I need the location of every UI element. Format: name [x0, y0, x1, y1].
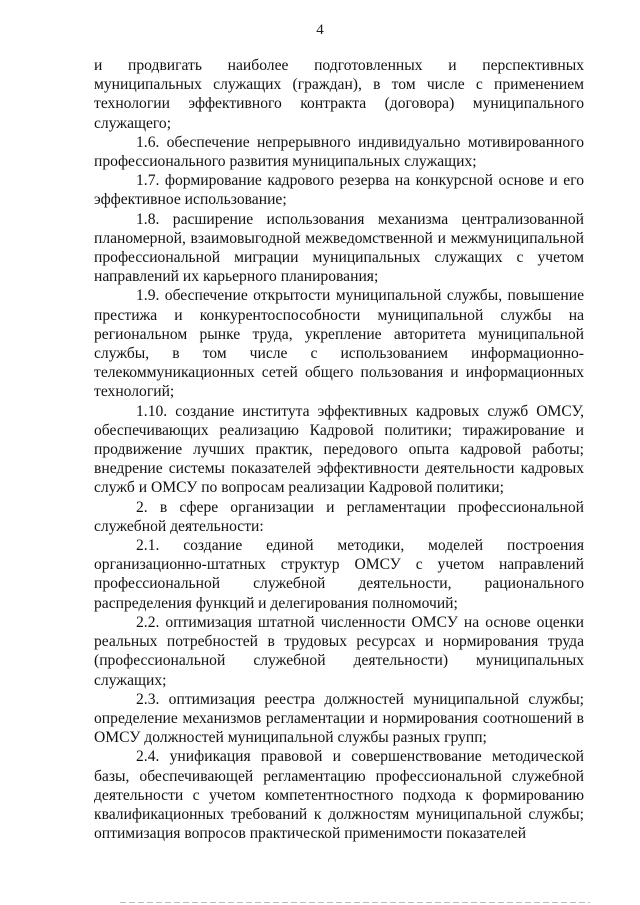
paragraph: 2.3. оптимизация реестра должностей муниципальной службы; определение механизмов регламентации и нормирования соотношений в ОМСУ должностей муниципальной службы разных групп;: [94, 690, 584, 747]
paragraph: 1.7. формирование кадрового резерва на конкурсной основе и его эффективное использование;: [94, 172, 584, 209]
paragraph: 2. в сфере организации и регламентации профессиональной служебной деятельности:: [94, 498, 584, 535]
paragraph: 2.1. создание единой методики, моделей построения организационно-штатных структур ОМСУ с учетом направлений профессиональной служебной деятельности, рационального распределения функций и делегирования полномочий;: [94, 537, 584, 612]
paragraph: 2.4. унификация правовой и совершенствование методической базы, обеспечивающей регламентацию профессиональной служебной деятельности с учетом компетентностного подхода к формированию квалификационных требований к должностям муниципальной службы; оптимизация вопросов практической применимости показателей: [94, 748, 584, 843]
page-number: 4: [316, 22, 324, 38]
paragraph: 1.8. расширение использования механизма централизованной планомерной, взаимовыгодной межведомственной и межмуниципальной профессиональной миграции муниципальных служащих с учетом направлений их карьерного планирования;: [94, 210, 584, 286]
document-body: [94, 56, 584, 843]
paragraph: 1.9. обеспечение открытости муниципальной службы, повышение престижа и конкурентоспособности муниципальной службы на региональном рынке труда, укрепление авторитета муниципальной службы, в том числе с использованием информационно-телекоммуникационных сетей общего пользования и информационных технологий;: [94, 287, 584, 401]
paragraph: 1.6. обеспечение непрерывного индивидуально мотивированного профессионального развития муниципальных служащих;: [94, 133, 584, 171]
paragraph: и продвигать наиболее подготовленных и перспективных муниципальных служащих (граждан), в том числе с применением технологии эффективного контракта (договора) муниципального служащего;: [94, 57, 584, 132]
paragraph: 1.10. создание института эффективных кадровых служб ОМСУ, обеспечивающих реализацию Кадровой политики; тиражирование и продвижение лучших практик, передового опыта кадровой работы; внедрение системы показателей эффективности деятельности кадровых служб и ОМСУ по вопросам реализации Кадровой политики;: [94, 402, 584, 497]
scan-edge-divider: [120, 902, 590, 903]
paragraph: 2.2. оптимизация штатной численности ОМСУ на основе оценки реальных потребностей в трудовых ресурсах и нормирования труда (профессиональной служебной деятельности) муниципальных служащих;: [94, 613, 584, 689]
